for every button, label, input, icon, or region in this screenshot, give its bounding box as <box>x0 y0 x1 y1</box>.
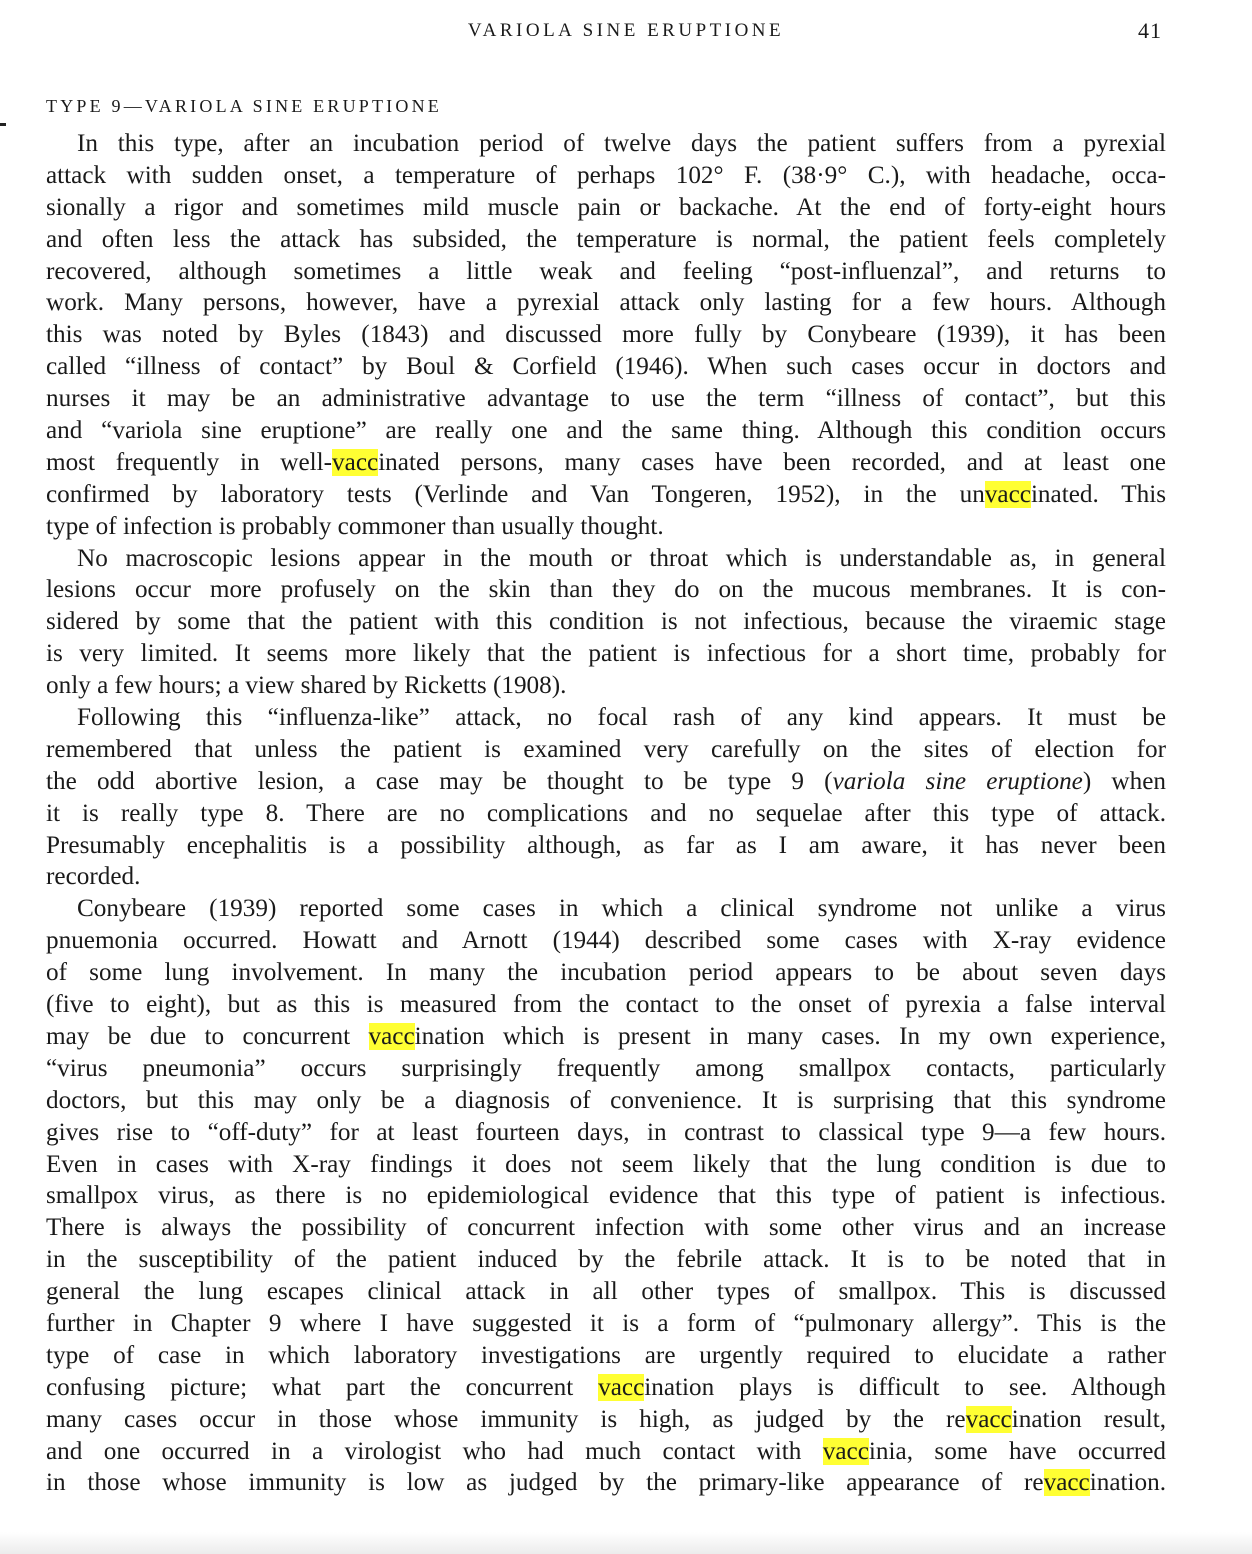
text-line <box>46 957 1166 989</box>
text-segment: and “variola sine eruptione” are really one and the same thing. Although this condition occurs <box>46 417 1166 445</box>
text-line <box>46 925 1166 957</box>
text-segment: doctors, but this may only be a diagnosis of convenience. It is surprising that this syndrome <box>46 1086 1166 1114</box>
text-line <box>46 1404 1166 1436</box>
text-segment: lesions occur more profusely on the skin than they do on the mucous membranes. It is con- <box>46 576 1166 604</box>
text-line <box>46 798 1166 830</box>
text-line <box>46 1372 1166 1404</box>
margin-mark <box>0 123 6 126</box>
text-segment: inia, some have occurred <box>868 1437 1167 1465</box>
text-line <box>46 1308 1166 1340</box>
text-segment: work. Many persons, however, have a pyrexial attack only lasting for a few hours. Although <box>46 289 1166 317</box>
text-segment: Presumably encephalitis is a possibility although, as far as I am aware, it has never been <box>46 831 1166 859</box>
text-segment: ination. <box>1089 1469 1166 1497</box>
text-segment: sidered by some that the patient with this condition is not infectious, because the viraemic stage <box>46 608 1166 636</box>
section-heading: TYPE 9—VARIOLA SINE ERUPTIONE <box>46 96 442 116</box>
text-line <box>46 606 1166 638</box>
text-line <box>46 670 1166 702</box>
text-segment: general the lung escapes clinical attack in all other types of smallpox. This is discussed <box>46 1278 1166 1306</box>
text-segment: inated. This <box>1030 480 1166 508</box>
text-segment: of some lung involvement. In many the incubation period appears to be about seven days <box>46 959 1166 987</box>
text-line <box>46 160 1166 192</box>
text-segment: recorded. <box>46 863 141 891</box>
text-segment: type of infection is probably commoner than usually thought. <box>46 512 664 540</box>
text-line <box>46 319 1166 351</box>
text-segment: called “illness of contact” by Boul & Corfield (1946). When such cases occur in doctors and <box>46 353 1166 381</box>
text-line <box>46 543 1166 575</box>
text-segment: attack with sudden onset, a temperature of perhaps 102° F. (38·9° C.), with headache, occa- <box>46 161 1166 189</box>
text-segment: confirmed by laboratory tests (Verlinde and Van Tongeren, 1952), in the un <box>46 480 985 508</box>
text-line <box>46 638 1166 670</box>
text-line <box>46 1436 1166 1468</box>
text-line <box>46 192 1166 224</box>
text-line <box>46 1467 1166 1499</box>
text-segment: in those whose immunity is low as judged by the primary-like appearance of re <box>46 1469 1044 1497</box>
text-segment: gives rise to “off-duty” for at least fourteen days, in contrast to classical type 9—a few hours. <box>46 1118 1166 1146</box>
text-segment: Conybeare (1939) reported some cases in which a clinical syndrome not unlike a virus <box>77 895 1166 923</box>
text-segment: may be due to concurrent <box>46 1022 369 1050</box>
text-segment: inated persons, many cases have been recorded, and at least one <box>378 448 1166 476</box>
text-line <box>46 1021 1166 1053</box>
text-segment: ination which is present in many cases. In my own experience, <box>414 1022 1166 1050</box>
search-highlight: vacc <box>368 1022 415 1050</box>
text-line <box>46 511 1166 543</box>
text-segment: further in Chapter 9 where I have suggested it is a form of “pulmonary allergy”. This is the <box>46 1309 1166 1337</box>
text-line <box>46 447 1166 479</box>
text-line <box>46 1053 1166 1085</box>
text-line <box>46 1244 1166 1276</box>
text-segment: ) when <box>1082 767 1166 795</box>
text-line <box>46 574 1166 606</box>
text-line <box>46 224 1166 256</box>
text-line <box>46 734 1166 766</box>
text-line <box>46 128 1166 160</box>
page-number: 41 <box>1138 18 1162 43</box>
text-line <box>46 766 1166 798</box>
text-segment: In this type, after an incubation period of twelve days the patient suffers from a pyrexial <box>77 130 1166 157</box>
text-line <box>46 1212 1166 1244</box>
text-segment: and one occurred in a virologist who had much contact with <box>46 1437 823 1465</box>
search-highlight: vacc <box>965 1405 1012 1433</box>
text-line <box>46 351 1166 383</box>
text-segment: most frequently in well- <box>46 448 333 476</box>
text-segment: and often less the attack has subsided, the temperature is normal, the patient feels completely <box>46 225 1166 253</box>
text-segment: “virus pneumonia” occurs surprisingly frequently among smallpox contacts, particularly <box>46 1054 1166 1082</box>
text-segment: it is really type 8. There are no complications and no sequelae after this type of attack. <box>46 799 1166 827</box>
text-line <box>46 1180 1166 1212</box>
search-highlight: vacc <box>1043 1469 1090 1497</box>
text-segment: Even in cases with X-ray findings it does not seem likely that the lung condition is due to <box>46 1150 1166 1178</box>
text-segment: type of case in which laboratory investigations are urgently required to elucidate a rather <box>46 1341 1166 1369</box>
text-segment: ination plays is difficult to see. Although <box>644 1373 1166 1401</box>
text-segment: many cases occur in those whose immunity is high, as judged by the re <box>46 1405 966 1433</box>
text-line <box>46 989 1166 1021</box>
text-segment: recovered, although sometimes a little weak and feeling “post-influenzal”, and returns to <box>46 257 1166 285</box>
text-segment: No macroscopic lesions appear in the mouth or throat which is understandable as, in general <box>77 544 1166 572</box>
page-edge-shadow <box>0 1532 1252 1554</box>
text-segment: Following this “influenza-like” attack, no focal rash of any kind appears. It must be <box>77 704 1166 732</box>
text-line <box>46 256 1166 288</box>
text-segment: ination result, <box>1011 1405 1167 1433</box>
text-line <box>46 702 1166 734</box>
text-segment: in the susceptibility of the patient induced by the febrile attack. It is to be noted that in <box>46 1246 1166 1274</box>
text-line <box>46 861 1166 893</box>
text-segment: the odd abortive lesion, a case may be thought to be type 9 ( <box>46 767 833 795</box>
text-line <box>46 1276 1166 1308</box>
text-segment: smallpox virus, as there is no epidemiological evidence that this type of patient is infectious. <box>46 1182 1166 1210</box>
text-line <box>46 415 1166 447</box>
text-segment: sionally a rigor and sometimes mild muscle pain or backache. At the end of forty-eight hours <box>46 193 1166 221</box>
search-highlight: vacc <box>598 1373 645 1401</box>
italic-text: variola sine eruptione <box>832 767 1083 795</box>
text-line <box>46 287 1166 319</box>
text-line <box>46 383 1166 415</box>
text-segment: pnuemonia occurred. Howatt and Arnott (1944) described some cases with X-ray evidence <box>46 927 1166 955</box>
text-line <box>46 1117 1166 1149</box>
text-segment: There is always the possibility of concurrent infection with some other virus and an increase <box>46 1214 1166 1242</box>
text-segment: is very limited. It seems more likely that the patient is infectious for a short time, probably for <box>46 640 1166 668</box>
search-highlight: vacc <box>822 1437 869 1465</box>
text-segment: only a few hours; a view shared by Ricketts (1908). <box>46 672 567 700</box>
text-line <box>46 479 1166 511</box>
running-head: VARIOLA SINE ERUPTIONE <box>467 20 785 41</box>
text-segment: remembered that unless the patient is examined very carefully on the sites of election for <box>46 735 1166 763</box>
text-segment: confusing picture; what part the concurrent <box>46 1373 599 1401</box>
text-segment: this was noted by Byles (1843) and discussed more fully by Conybeare (1939), it has been <box>46 321 1166 349</box>
text-segment: nurses it may be an administrative advantage to use the term “illness of contact”, but this <box>46 385 1166 413</box>
text-line <box>46 830 1166 862</box>
text-line <box>46 893 1166 925</box>
search-highlight: vacc <box>984 480 1031 508</box>
text-line <box>46 1085 1166 1117</box>
text-line <box>46 1149 1166 1181</box>
search-highlight: vacc <box>332 448 379 476</box>
text-segment: (five to eight), but as this is measured from the contact to the onset of pyrexia a false interval <box>46 991 1166 1019</box>
body-text <box>46 128 1166 1499</box>
text-line <box>46 1340 1166 1372</box>
